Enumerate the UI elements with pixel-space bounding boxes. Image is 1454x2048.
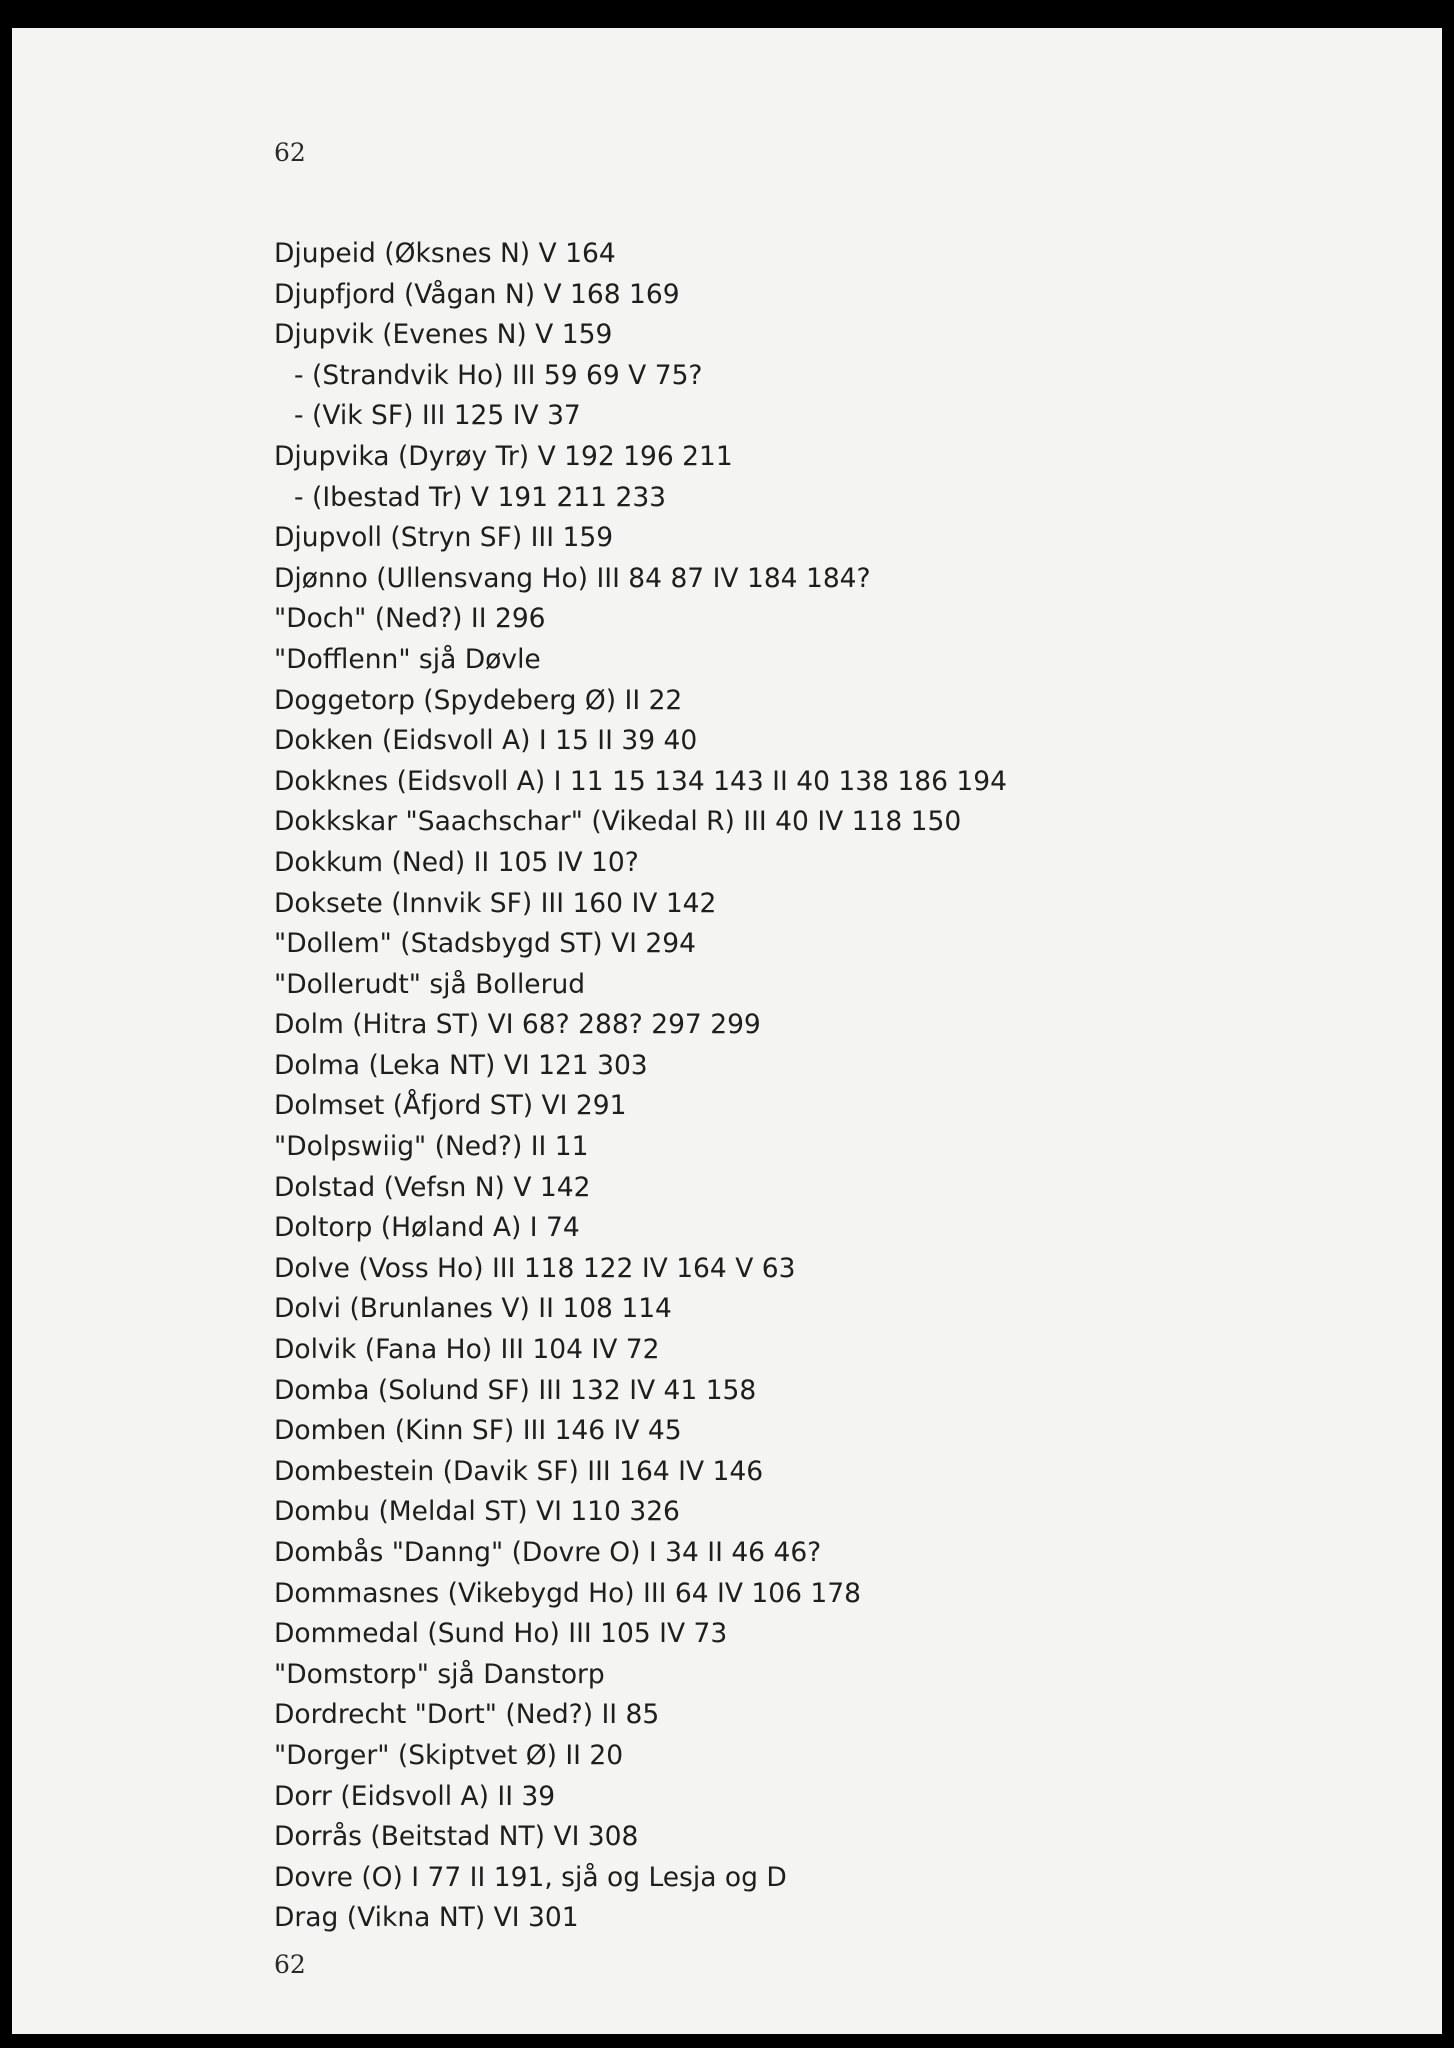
- index-entry: "Dollem" (Stadsbygd ST) VI 294: [274, 928, 696, 960]
- index-subentry: - (Ibestad Tr) V 191 211 233: [294, 481, 667, 513]
- index-entry: Dolmset (Åfjord ST) VI 291: [274, 1090, 627, 1122]
- index-entry: Domben (Kinn SF) III 146 IV 45: [274, 1415, 682, 1447]
- index-entry: Djupfjord (Vågan N) V 168 169: [274, 278, 680, 310]
- index-entry: Dorr (Eidsvoll A) II 39: [274, 1780, 556, 1812]
- index-entry: Doggetorp (Spydeberg Ø) II 22: [274, 684, 683, 716]
- index-entry: Dolstad (Vefsn N) V 142: [274, 1171, 591, 1203]
- index-entry: Dombås "Danng" (Dovre O) I 34 II 46 46?: [274, 1537, 822, 1568]
- index-subentry: - (Vik SF) III 125 IV 37: [294, 400, 581, 432]
- index-entry-list: [274, 234, 1007, 1939]
- page-number-top: 62: [274, 138, 306, 167]
- index-entry: "Dollerudt" sjå Bollerud: [274, 968, 586, 1000]
- index-entry: Dolve (Voss Ho) III 118 122 IV 164 V 63: [274, 1252, 796, 1284]
- index-entry: Dommedal (Sund Ho) III 105 IV 73: [274, 1618, 728, 1650]
- index-entry: "Doch" (Ned?) II 296: [274, 603, 546, 635]
- index-entry: Drag (Vikna NT) VI 301: [274, 1902, 579, 1934]
- index-entry: Dolvik (Fana Ho) III 104 IV 72: [274, 1334, 660, 1366]
- index-entry: "Dolpswiig" (Ned?) II 11: [274, 1131, 589, 1163]
- index-subentry: - (Strandvik Ho) III 59 69 V 75?: [294, 359, 703, 391]
- index-entry: Dokkum (Ned) II 105 IV 10?: [274, 846, 639, 878]
- index-entry: Dombestein (Davik SF) III 164 IV 146: [274, 1455, 764, 1487]
- index-entry: Dolvi (Brunlanes V) II 108 114: [274, 1293, 672, 1325]
- index-entry: Dovre (O) I 77 II 191, sjå og Lesja og D: [274, 1861, 787, 1893]
- page-number-bottom: 62: [274, 1950, 306, 1979]
- index-entry: Dokkskar "Saachschar" (Vikedal R) III 40 IV 118 150: [274, 806, 962, 838]
- index-entry: Djønno (Ullensvang Ho) III 84 87 IV 184 184?: [274, 562, 871, 594]
- index-entry: Djupvoll (Stryn SF) III 159: [274, 522, 614, 554]
- index-entry: Doksete (Innvik SF) III 160 IV 142: [274, 887, 717, 919]
- index-entry: Dommasnes (Vikebygd Ho) III 64 IV 106 178: [274, 1577, 862, 1609]
- index-entry: Dombu (Meldal ST) VI 110 326: [274, 1496, 680, 1528]
- index-entry: Dordrecht "Dort" (Ned?) II 85: [274, 1699, 660, 1731]
- index-entry: Doltorp (Høland A) I 74: [274, 1212, 580, 1244]
- index-entry: Dokken (Eidsvoll A) I 15 II 39 40: [274, 725, 698, 757]
- index-entry: Domba (Solund SF) III 132 IV 41 158: [274, 1374, 757, 1406]
- index-entry: Djupeid (Øksnes N) V 164: [274, 238, 616, 269]
- index-entry: "Domstorp" sjå Danstorp: [274, 1658, 605, 1690]
- index-entry: Djupvik (Evenes N) V 159: [274, 319, 613, 351]
- index-entry: Dolm (Hitra ST) VI 68? 288? 297 299: [274, 1009, 761, 1041]
- document-page: [12, 28, 1442, 2034]
- index-entry: Dokknes (Eidsvoll A) I 11 15 134 143 II 40 138 186 194: [274, 765, 1007, 797]
- index-entry: "Dofflenn" sjå Døvle: [274, 643, 541, 675]
- index-entry: Dolma (Leka NT) VI 121 303: [274, 1049, 648, 1081]
- index-entry: Dorrås (Beitstad NT) VI 308: [274, 1821, 639, 1853]
- index-entry: Djupvika (Dyrøy Tr) V 192 196 211: [274, 440, 733, 472]
- index-entry: "Dorger" (Skiptvet Ø) II 20: [274, 1739, 624, 1771]
